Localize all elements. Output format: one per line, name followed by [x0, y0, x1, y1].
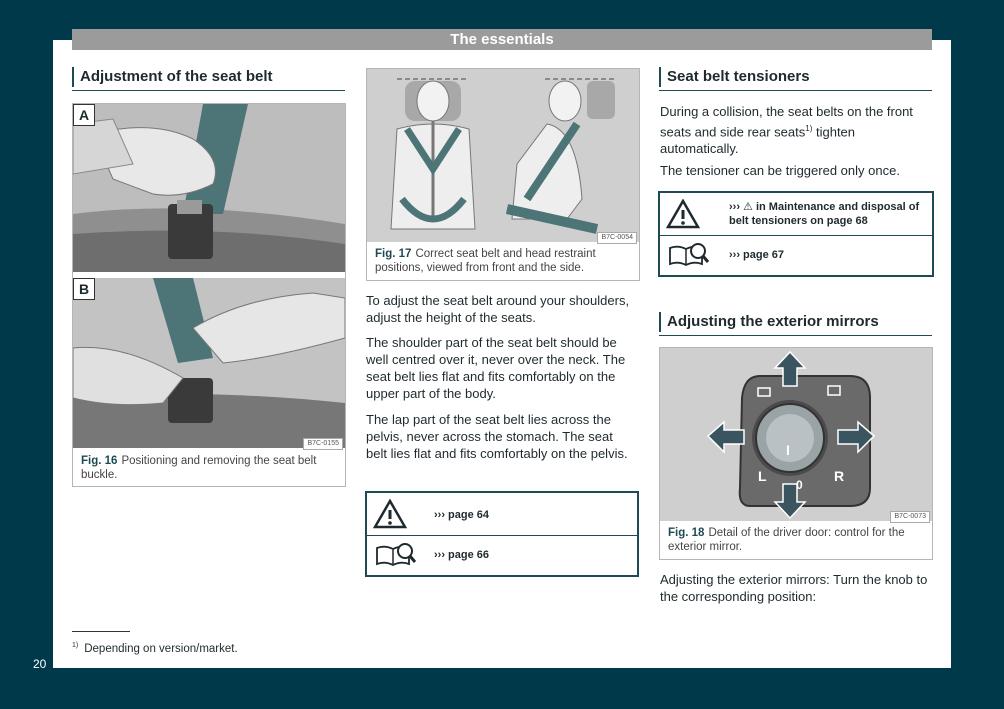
section-title-tensioners: Seat belt tensioners — [659, 67, 810, 87]
reference-tensioner-line1: ››› ⚠ in Maintenance and disposal of — [729, 201, 920, 213]
reference-page67-link[interactable]: ››› page 67 — [729, 249, 785, 261]
figure-17 — [366, 68, 640, 281]
paragraph-tensioners-main: During a collision, the seat belts on the front seats and side rear seats — [660, 104, 913, 140]
panel-label-b: B — [73, 278, 95, 300]
reference-tensioner-line2: belt tensioners on page 68 — [729, 215, 868, 227]
footnote-rule — [72, 631, 130, 632]
reference-warning-link[interactable]: ››› page 64 — [434, 509, 490, 521]
figure-18-code: B7C-0073 — [890, 511, 930, 523]
panel-label-a: A — [73, 104, 95, 126]
arrow-left-icon — [708, 422, 744, 452]
page-header: The essentials — [72, 29, 932, 50]
figure-16-panel-a-image — [73, 104, 345, 272]
warning-icon — [373, 499, 407, 529]
figure-16-panel-b-image — [73, 278, 345, 448]
mirror-label-right: R — [834, 468, 845, 484]
footnote — [72, 642, 238, 655]
figure-18-caption-text: Detail of the driver door: control for the exterior mirror. — [668, 527, 905, 553]
section-rule — [72, 90, 345, 91]
paragraph-adjust-height: To adjust the seat belt around your shoulders, adjust the height of the seats. — [366, 293, 630, 325]
figure-18-image — [660, 348, 932, 521]
paragraph-tensioners — [660, 103, 932, 157]
section-title-mirrors: Adjusting the exterior mirrors — [659, 312, 879, 332]
figure-18-caption — [668, 526, 924, 554]
paragraph-shoulder-belt: The shoulder part of the seat belt should be well centred over it, never over the neck. The seat belt lies flat and fits comfortably on the upper part of the body. — [366, 335, 626, 401]
reference-box-col2 — [365, 491, 639, 577]
book-magnifier-icon — [373, 540, 417, 570]
warning-icon — [666, 199, 700, 229]
mirror-control-illustration — [660, 348, 932, 521]
footnote-marker: 1) — [805, 124, 813, 133]
footnote-mark: 1) — [72, 642, 79, 649]
figure-18 — [659, 347, 933, 560]
page-number: 20 — [33, 657, 47, 671]
paragraph-lap-belt: The lap part of the seat belt lies across the pelvis, never across the stomach. The seat belt lies flat and fits comfortably on the pelvis. — [366, 412, 628, 461]
section-rule — [659, 90, 932, 91]
paragraph-tensioner-once: The tensioner can be triggered only once. — [660, 163, 900, 178]
mirror-label-one: I — [786, 442, 790, 458]
section-title-seat-belt: Adjustment of the seat belt — [72, 67, 273, 87]
reference-box-col3 — [658, 191, 934, 277]
reference-divider — [367, 535, 637, 536]
mirror-label-zero: 0 — [796, 478, 803, 492]
figure-17-number: Fig. 17 — [375, 248, 412, 260]
figure-16-caption — [81, 454, 337, 482]
figure-16 — [72, 103, 346, 487]
section-rule — [659, 335, 932, 336]
reference-divider — [660, 235, 932, 236]
seat-belt-skeleton-illustration — [367, 69, 639, 242]
figure-17-caption — [375, 247, 631, 275]
figure-17-caption-text: Correct seat belt and head restraint positions, viewed from front and the side. — [375, 248, 596, 274]
figure-17-image — [367, 69, 639, 242]
buckle-release-illustration — [73, 278, 345, 448]
paragraph-tensioners-end: tighten automatically. — [660, 124, 856, 157]
figure-16-caption-text: Positioning and removing the seat belt buckle. — [81, 455, 317, 481]
figure-16-number: Fig. 16 — [81, 455, 118, 467]
figure-17-code: B7C-0054 — [597, 232, 637, 244]
figure-18-number: Fig. 18 — [668, 527, 705, 539]
book-magnifier-icon — [666, 240, 710, 270]
paragraph-mirror-adjust: Adjusting the exterior mirrors: Turn the knob to the corresponding position: — [660, 572, 928, 604]
figure-16-code: B7C-0155 — [303, 438, 343, 450]
mirror-label-left: L — [758, 468, 767, 484]
reference-book-link[interactable]: ››› page 66 — [434, 549, 490, 561]
buckle-insert-illustration — [73, 104, 345, 272]
reference-tensioner-warning-link[interactable] — [729, 200, 919, 228]
footnote-text: Depending on version/market. — [84, 642, 238, 655]
